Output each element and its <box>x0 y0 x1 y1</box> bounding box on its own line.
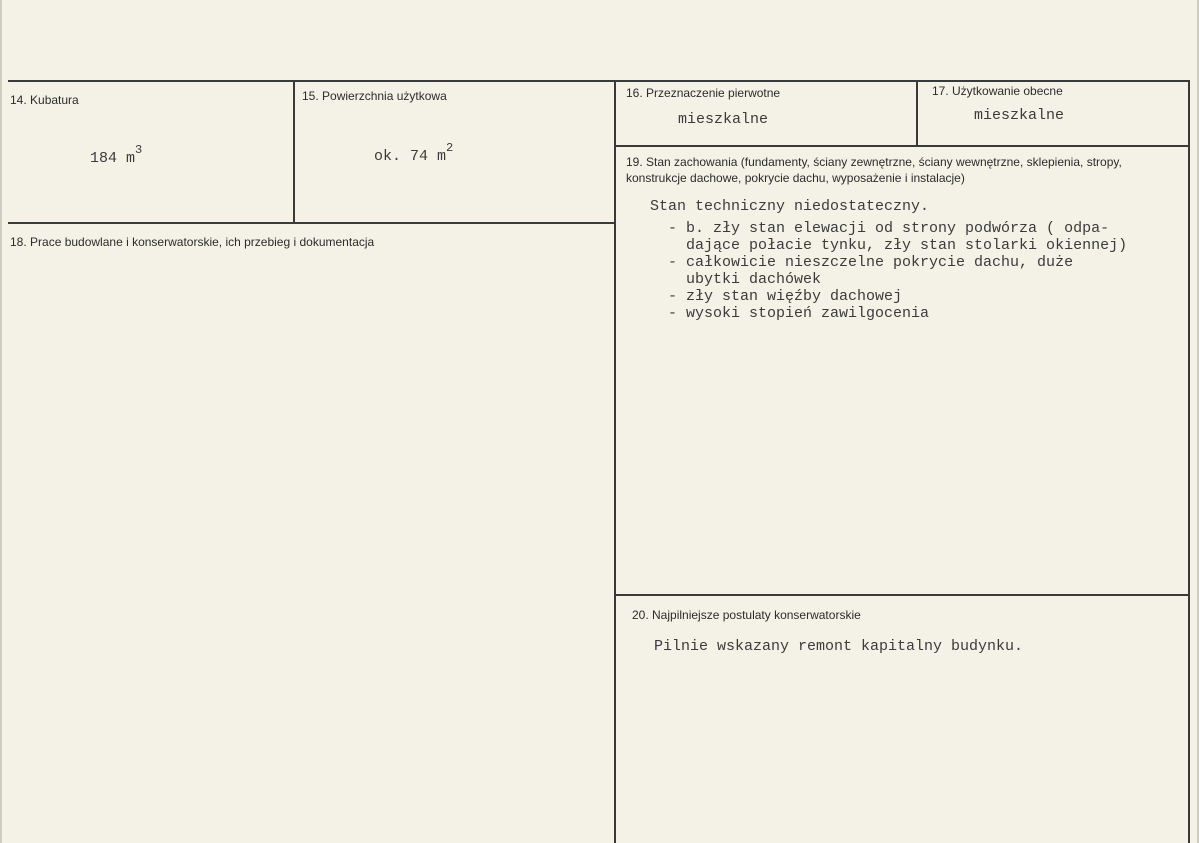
field-19-list <box>668 220 1127 322</box>
center-divider <box>614 80 616 843</box>
list-item: dające połacie tynku, zły stan stolarki okiennej) <box>668 237 1128 254</box>
list-item: - wysoki stopień zawilgocenia <box>668 305 930 322</box>
rule-above-20 <box>616 594 1190 596</box>
field-17-value: mieszkalne <box>974 107 1065 124</box>
list-item: ubytki dachówek <box>668 271 822 288</box>
field-14-label: 14. Kubatura <box>10 93 79 107</box>
field-18-label: 18. Prace budowlane i konserwatorskie, ich przebieg i dokumentacja <box>10 235 375 249</box>
field-15-value <box>374 143 453 165</box>
field-15-label: 15. Powierzchnia użytkowa <box>302 89 447 103</box>
field-19-label: 19. Stan zachowania (fundamenty, ściany zewnętrzne, ściany wewnętrzne, sklepienia, stropy, konstrukcje dachowe, pokrycie dachu, wyposażenie i instalacje) <box>626 155 1122 185</box>
field-16-label: 16. Przeznaczenie pierwotne <box>626 86 781 100</box>
field-20-value: Pilnie wskazany remont kapitalny budynku. <box>654 638 1024 655</box>
field-14-value <box>90 145 142 167</box>
top-rule <box>8 80 1190 82</box>
field-15-exponent: 2 <box>446 141 454 155</box>
field-19-intro: Stan techniczny niedostateczny. <box>650 198 930 215</box>
divider-14-15 <box>293 80 295 223</box>
field-15-value-text: ok. 74 m <box>374 148 447 165</box>
field-20-label: 20. Najpilniejsze postulaty konserwatorskie <box>632 608 861 622</box>
rule-under-14-15 <box>8 222 616 224</box>
field-16-value: mieszkalne <box>678 111 769 128</box>
rule-under-16-17 <box>616 145 1190 147</box>
field-14-exponent: 3 <box>135 143 143 157</box>
list-item: - zły stan więźby dachowej <box>668 288 903 305</box>
list-item: - całkowicie nieszczelne pokrycie dachu, duże <box>668 254 1074 271</box>
field-14-value-text: 184 m <box>90 150 136 167</box>
divider-16-17 <box>916 80 918 146</box>
field-17-label: 17. Użytkowanie obecne <box>932 84 1063 98</box>
list-item: - b. zły stan elewacji od strony podwórza ( odpa- <box>668 220 1110 237</box>
right-edge-line <box>1188 80 1190 843</box>
